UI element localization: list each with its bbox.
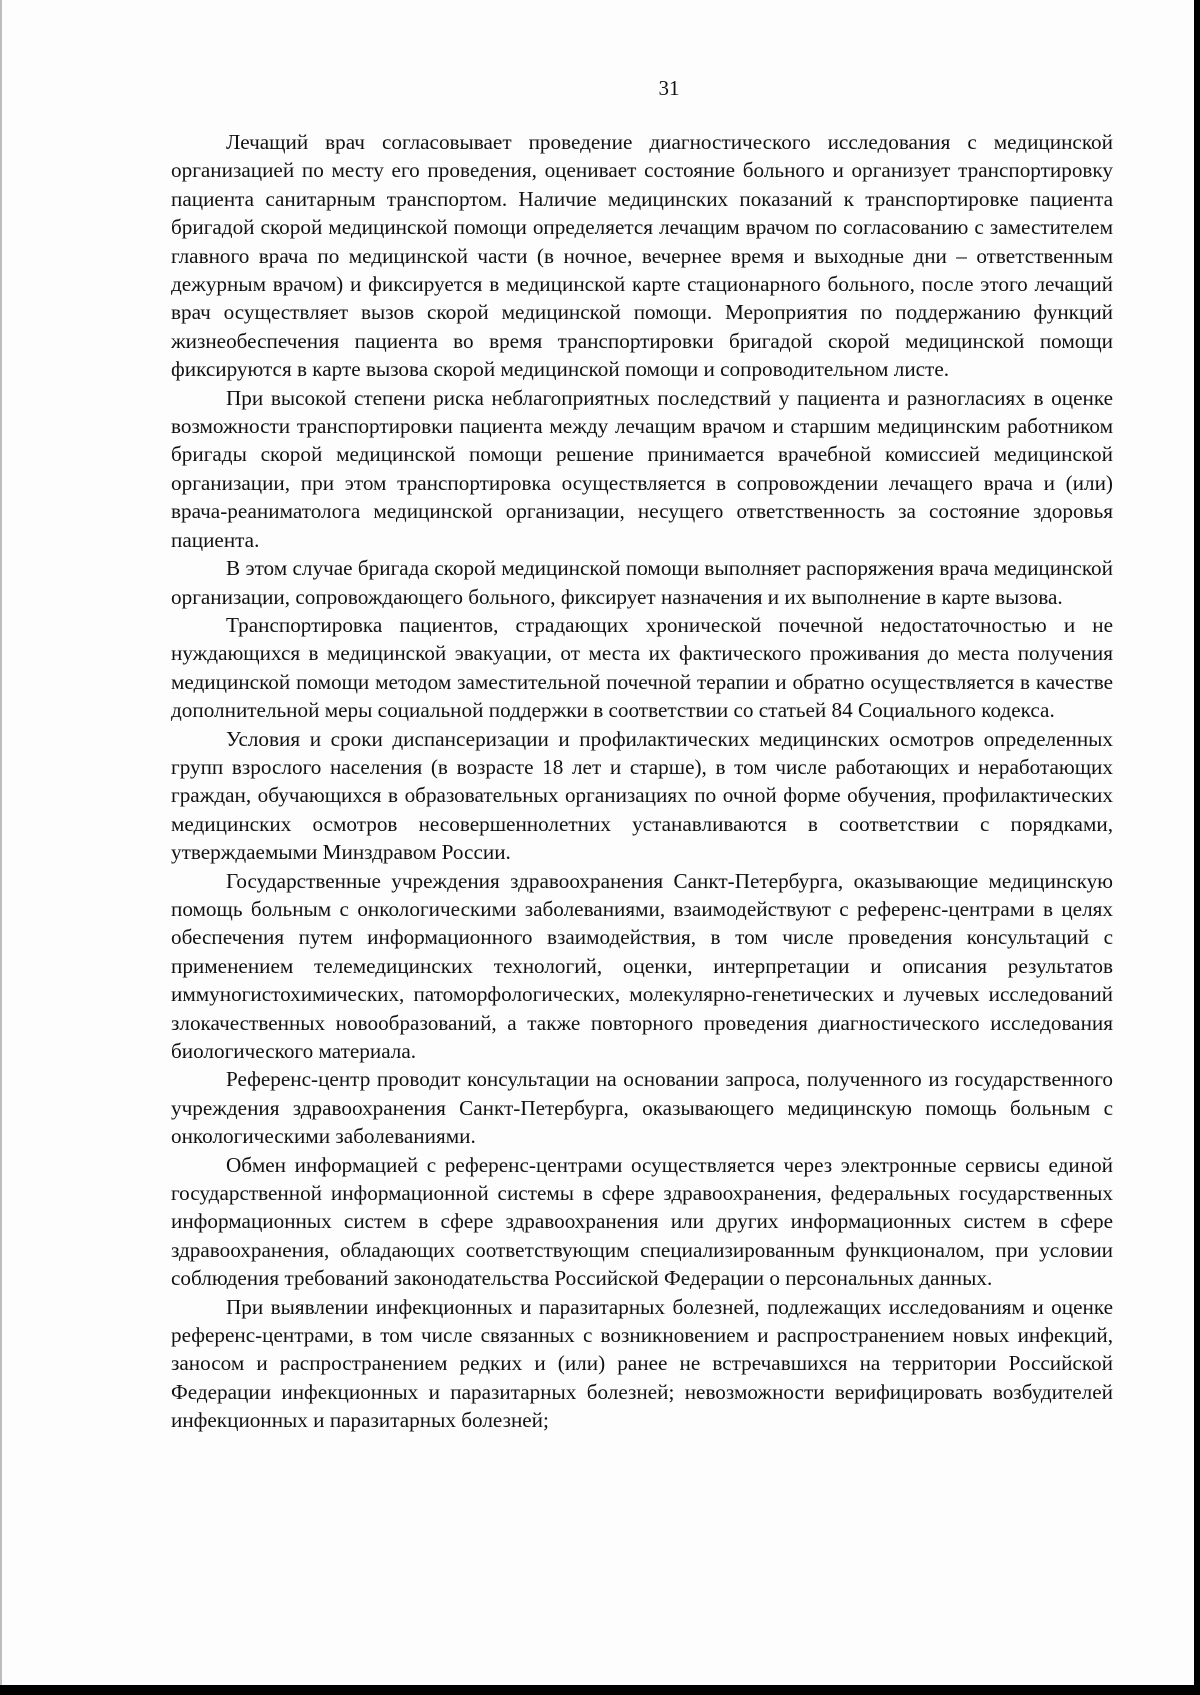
paragraph-1: Лечащий врач согласовывает проведение диагностического исследования с медицинской организацией по месту его проведения, оценивает состояние больного и организует транспортировку пациента санитарным транспортом. Наличие медицинских показаний к транспортировке пациента бригадой скорой медицинской помощи определяется лечащим врачом по согласованию с заместителем главного врача по медицинской части (в ночное, вечернее время и выходные дни – ответственным дежурным врачом) и фиксируется в медицинской карте стационарного больного, после этого лечащий врач осуществляет вызов скорой медицинской помощи. Мероприятия по поддержанию функций жизнеобеспечения пациента во время транспортировки бригадой скорой медицинской помощи фиксируются в карте вызова скорой медицинской помощи и сопроводительном листе. (171, 130, 1113, 382)
paragraph-3: В этом случае бригада скорой медицинской помощи выполняет распоряжения врача медицинской организации, сопровождающего больного, фиксирует назначения и их выполнение в карте вызова. (171, 556, 1113, 609)
page-number: 31 (658, 76, 680, 100)
paragraph-5: Условия и сроки диспансеризации и профилактических медицинских осмотров определенных групп взрослого населения (в возрасте 18 лет и старше), в том числе работающих и неработающих граждан, обучающихся в образовательных организациях по очной форме обучения, профилактических медицинских осмотров несовершеннолетних устанавливаются в соответствии с порядками, утверждаемыми Минздравом России. (171, 726, 1113, 865)
paragraph-2: При высокой степени риска неблагоприятных последствий у пациента и разногласиях в оценке возможности транспортировки пациента между лечащим врачом и старшим медицинским работником бригады скорой медицинской помощи решение принимается врачебной комиссией медицинской организации, при этом транспортировка осуществляется в сопровождении лечащего врача и (или) врача-реаниматолога медицинской организации, несущего ответственность за состояние здоровья пациента. (171, 385, 1113, 552)
paragraph-9: При выявлении инфекционных и паразитарных болезней, подлежащих исследованиям и оценке референс-центрами, в том числе связанных с возникновением и распространением новых инфекций, заносом и распространением редких и (или) ранее не встречавшихся на территории Российской Федерации инфекционных и паразитарных болезней; невозможности верифицировать возбудителей инфекционных и паразитарных болезней; (171, 1294, 1113, 1433)
document-body (171, 128, 1113, 1435)
scan-bottom-border (0, 1685, 1200, 1695)
paragraph-6: Государственные учреждения здравоохранения Санкт-Петербурга, оказывающие медицинскую помощь больным с онкологическими заболеваниями, взаимодействуют с референс-центрами в целях обеспечения путем информационного взаимодействия, в том числе проведения консультаций с применением телемедицинских технологий, оценки, интерпретации и описания результатов иммуногистохимических, патоморфологических, молекулярно-генетических и лучевых исследований злокачественных новообразований, а также повторного проведения диагностического исследования биологического материала. (171, 868, 1113, 1063)
scan-right-border (1194, 0, 1200, 1695)
paragraph-4: Транспортировка пациентов, страдающих хронической почечной недостаточностью и не нуждающихся в медицинской эвакуации, от места их фактического проживания до места получения медицинской помощи методом заместительной почечной терапии и обратно осуществляется в качестве дополнительной меры социальной поддержки в соответствии со статьей 84 Социального кодекса. (171, 612, 1113, 723)
paragraph-7: Референс-центр проводит консультации на основании запроса, полученного из государственного учреждения здравоохранения Санкт-Петербурга, оказывающего медицинскую помощь больным с онкологическими заболеваниями. (171, 1067, 1113, 1149)
paragraph-8: Обмен информацией с референс-центрами осуществляется через электронные сервисы единой государственной информационной системы в сфере здравоохранения, федеральных государственных информационных систем в сфере здравоохранения или других информационных систем в сфере здравоохранения, обладающих соответствующим специализированным функционалом, при условии соблюдения требований законодательства Российской Федерации о персональных данных. (171, 1152, 1113, 1291)
scan-left-edge (0, 0, 2, 1695)
